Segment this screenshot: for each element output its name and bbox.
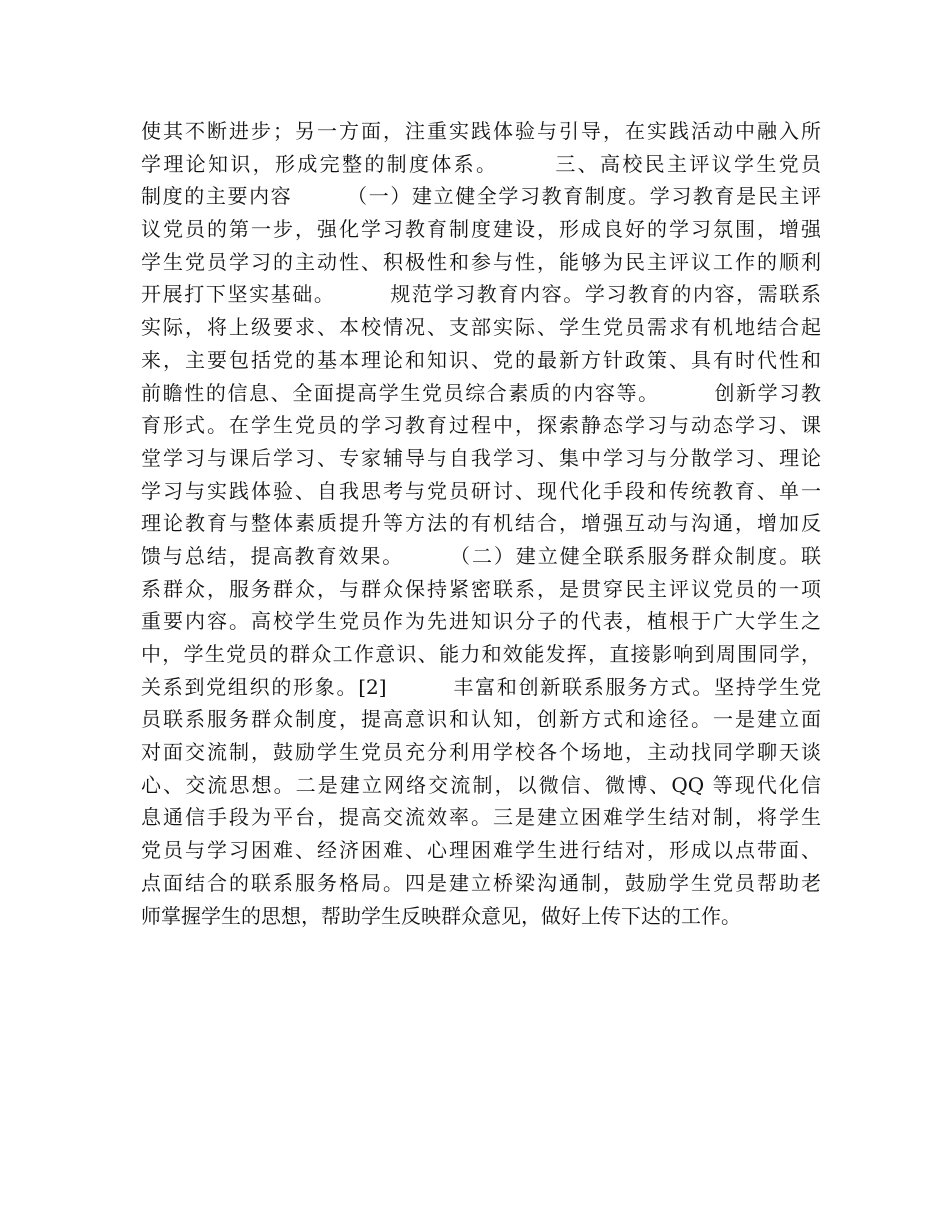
text-line: 理论教育与整体素质提升等方法的有机结合，增强互动与沟通，增加反 [141,511,821,536]
text-line: 点面结合的联系服务格局。四是建立桥梁沟通制，鼓励学生党员帮助老 [141,870,821,895]
text-line: 议党员的第一步，强化学习教育制度建设，形成良好的学习氛围，增强 [141,217,821,242]
text-line: 关系到党组织的形象。[2] 丰富和创新联系服务方式。坚持学生党 [141,674,821,699]
text-line: 堂学习与课后学习、专家辅导与自我学习、集中学习与分散学习、理论 [141,445,821,470]
text-line: 师掌握学生的思想，帮助学生反映群众意见，做好上传下达的工作。 [141,903,741,928]
text-line: 学习与实践体验、自我思考与党员研讨、现代化手段和传统教育、单一 [141,478,821,503]
text-line: 系群众，服务群众，与群众保持紧密联系，是贯穿民主评议党员的一项 [141,576,821,601]
text-line: 前瞻性的信息、全面提高学生党员综合素质的内容等。 创新学习教 [141,380,821,405]
text-line: 心、交流思想。二是建立网络交流制，以微信、微博、QQ 等现代化信 [141,772,821,797]
text-line: 开展打下坚实基础。 规范学习教育内容。学习教育的内容，需联系 [141,282,821,307]
text-line: 学理论知识，形成完整的制度体系。 三、高校民主评议学生党员 [141,151,821,176]
text-line: 制度的主要内容 （一）建立健全学习教育制度。学习教育是民主评 [141,184,821,209]
text-line: 来，主要包括党的基本理论和知识、党的最新方针政策、具有时代性和 [141,347,821,372]
text-line: 党员与学习困难、经济困难、心理困难学生进行结对，形成以点带面、 [141,838,821,863]
text-line: 实际，将上级要求、本校情况、支部实际、学生党员需求有机地结合起 [141,315,821,340]
text-line: 重要内容。高校学生党员作为先进知识分子的代表，植根于广大学生之 [141,609,821,634]
text-line: 育形式。在学生党员的学习教育过程中，探索静态学习与动态学习、课 [141,413,821,438]
text-line: 学生党员学习的主动性、积极性和参与性，能够为民主评议工作的顺利 [141,249,821,274]
text-line: 馈与总结，提高教育效果。 （二）建立健全联系服务群众制度。联 [141,543,821,568]
body-text [141,115,821,932]
text-line: 对面交流制，鼓励学生党员充分利用学校各个场地，主动找同学聊天谈 [141,740,821,765]
text-line: 员联系服务群众制度，提高意识和认知，创新方式和途径。一是建立面 [141,707,821,732]
text-line: 息通信手段为平台，提高交流效率。三是建立困难学生结对制，将学生 [141,805,821,830]
text-line: 中，学生党员的群众工作意识、能力和效能发挥，直接影响到周围同学， [141,642,821,666]
text-line: 使其不断进步；另一方面，注重实践体验与引导，在实践活动中融入所 [141,119,821,143]
